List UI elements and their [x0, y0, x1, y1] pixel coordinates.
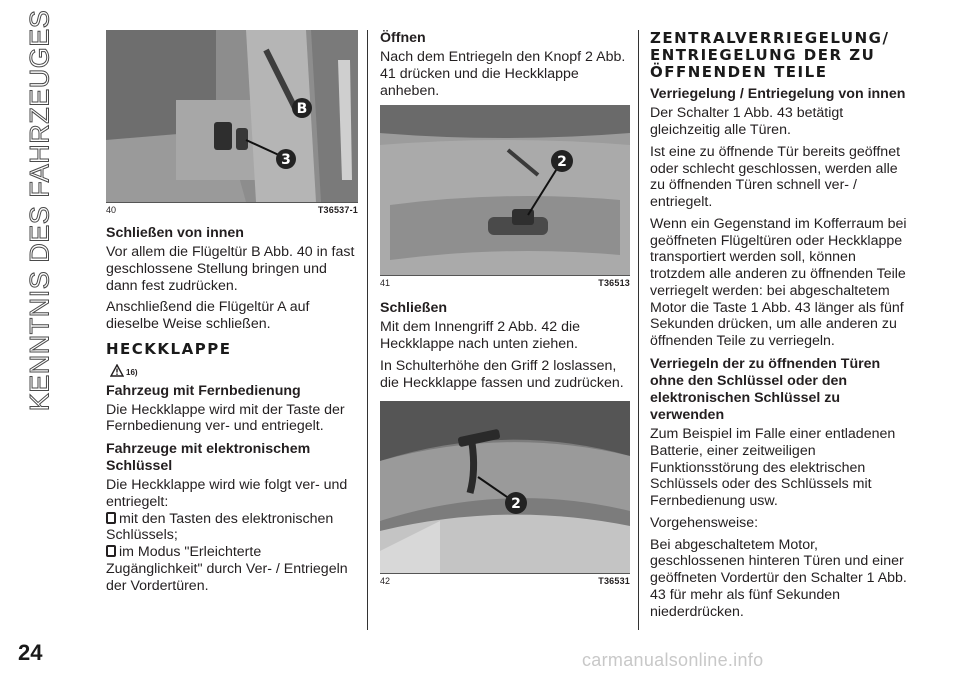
figure-42 [380, 401, 630, 590]
bullet-icon [106, 545, 116, 557]
paragraph: In Schulterhöhe den Griff 2 loslassen, die Heckklappe fassen und zudrücken. [380, 357, 624, 391]
list-item: mit den Tasten des elektronischen Schlüssels; [106, 510, 334, 544]
paragraph: Ist eine zu öffnende Tür bereits geöffnet oder schlecht geschlossen, werden alle zu öffnenden Türen schnell ver- / entriegelt. [650, 143, 901, 211]
heading-verriegelung-von-innen: Verriegelung / Entriegelung von innen [650, 86, 906, 103]
list-item: im Modus "Erleichterte Zugänglichkeit" durch Ver- / Entriegeln der Vordertüren. [106, 544, 348, 594]
paragraph: Die Heckklappe wird mit der Taste der Fernbedienung ver- und entriegelt. [106, 401, 345, 435]
figure-number: 41 [380, 278, 391, 289]
paragraph: Vorgehensweise: [650, 514, 759, 531]
figure-40-caption [106, 203, 358, 219]
heading-fernbedienung: Fahrzeug mit Fernbedienung [106, 382, 301, 399]
watermark: carmanualsonline.info [582, 650, 764, 670]
figure-42-illustration [380, 401, 630, 573]
figure-number: 42 [380, 576, 391, 587]
figure-40-label-3: 3 [281, 152, 291, 168]
figure-41-illustration [380, 105, 630, 275]
paragraph: Bei abgeschaltetem Motor, geschlossenen hinteren Türen und einer geöffneten Vordertür den Schalter 1 Abb. 43 für mehr als fünf Sekunden niederdrücken. [650, 536, 907, 620]
figure-41-caption [380, 276, 630, 292]
page-number: 24 [18, 640, 43, 665]
paragraph: Wenn ein Gegenstand im Kofferraum bei geöffneten Flügeltüren oder Heckklappe transportiert werden soll, können trotzdem alle anderen zu öffnenden Teile verriegelt werden: bei abgeschaltetem Motor die Taste 1 Abb. 43 länger als fünf Sekunden drücken, um alle anderen zu öffnenden Teile zu verriegeln. [650, 215, 907, 350]
section-heading-heckklappe: HECKKLAPPE [106, 339, 232, 358]
heading-elektronischer-schluessel: Fahrzeuge mit elektronischem Schlüssel [106, 441, 311, 475]
figure-code: T36513 [598, 278, 630, 289]
column-3 [650, 30, 910, 625]
column-divider [638, 30, 639, 630]
warning-triangle-icon [110, 364, 124, 377]
heading-verriegeln-ohne-schluessel: Verriegeln der zu öffnenden Türen ohne den Schlüssel oder den elektronischen Schlüssel zu verwenden [650, 355, 881, 424]
paragraph: Die Heckklappe wird wie folgt ver- und entriegelt: [106, 477, 348, 510]
figure-40 [106, 30, 358, 219]
column-divider [367, 30, 368, 630]
figure-40-illustration [106, 30, 358, 202]
figure-41 [380, 105, 630, 292]
figure-42-label-2: 2 [511, 496, 521, 513]
bullet-icon [106, 512, 116, 524]
paragraph: Vor allem die Flügeltür B Abb. 40 in fast geschlossene Stellung bringen und dann fest zudrücken. [106, 244, 355, 294]
figure-40-label-b: B [296, 101, 308, 117]
column-2 [380, 30, 630, 590]
figure-code: T36531 [598, 576, 630, 587]
figure-42-caption [380, 574, 630, 590]
warning-reference: 16) [126, 367, 138, 377]
section-heading-zentralverriegelung: ZENTRALVERRIEGELUNG/ ENTRIEGELUNG DER ZU ÖFFNENDEN TEILE [650, 29, 890, 81]
figure-41-label-2: 2 [557, 154, 567, 171]
heading-oeffnen: Öffnen [380, 30, 426, 46]
figure-code: T36537-1 [317, 205, 358, 215]
warning-note [110, 364, 358, 377]
column-1 [106, 30, 358, 594]
paragraph: Mit dem Innengriff 2 Abb. 42 die Heckklappe nach unten ziehen. [380, 319, 581, 353]
heading-schliessen-von-innen: Schließen von innen [106, 225, 244, 241]
paragraph: Nach dem Entriegeln den Knopf 2 Abb. 41 drücken und die Heckklappe anheben. [380, 49, 626, 99]
paragraph: Anschließend die Flügeltür A auf dieselbe Weise schließen. [106, 299, 310, 333]
paragraph: Der Schalter 1 Abb. 43 betätigt gleichzeitig alle Türen. [650, 105, 844, 139]
figure-number: 40 [106, 205, 117, 215]
paragraph: Zum Beispiel im Falle einer entladenen Batterie, einer zeitweiligen Funktionsstörung des elektrischen Schlüssels oder des Schlüssels mit Fernbedienung usw. [650, 426, 896, 510]
sidebar-section-title: KENNTNIS DES FAHRZEUGES [24, 9, 55, 411]
heading-schliessen: Schließen [380, 300, 448, 317]
